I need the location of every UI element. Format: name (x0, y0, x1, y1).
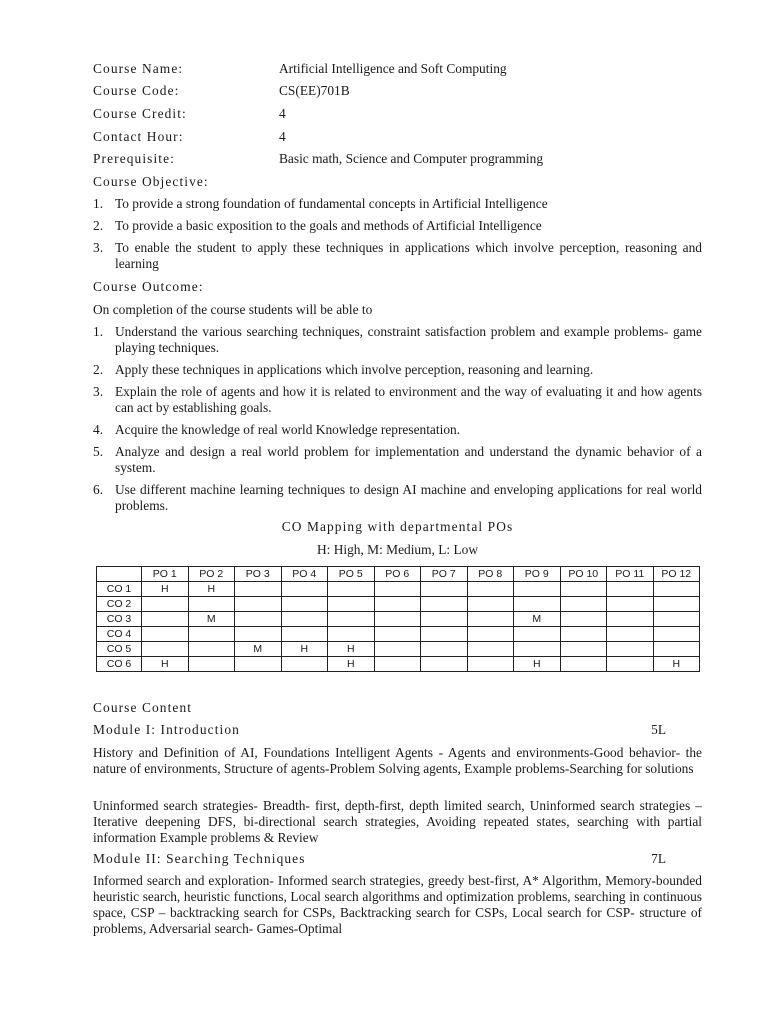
table-cell (467, 582, 514, 597)
table-cell: H (281, 642, 328, 657)
table-cell (421, 657, 468, 672)
table-cell (235, 612, 282, 627)
table-cell (514, 627, 561, 642)
table-cell (328, 627, 375, 642)
table-cell (560, 612, 607, 627)
table-cell (653, 627, 700, 642)
course-credit-label: Course Credit: (93, 106, 187, 121)
module-2-hours: 7L (651, 851, 666, 866)
column-header: PO 12 (653, 567, 700, 582)
prerequisite-label: Prerequisite: (93, 151, 175, 166)
outcome-list (93, 324, 702, 514)
column-header: PO 11 (607, 567, 654, 582)
column-header: PO 6 (374, 567, 421, 582)
table-cell (514, 642, 561, 657)
table-cell (328, 612, 375, 627)
table-cell (607, 642, 654, 657)
co-label-cell: CO 3 (97, 612, 142, 627)
table-cell: M (514, 612, 561, 627)
outcome-heading: Course Outcome: (93, 279, 204, 294)
course-code-value: CS(EE)701B (279, 83, 350, 98)
table-cell (142, 597, 189, 612)
course-code-row (93, 83, 702, 99)
content-heading: Course Content (93, 700, 193, 715)
co-po-mapping-table (96, 566, 700, 672)
list-item: 4. Acquire the knowledge of real world Knowledge representation. (93, 422, 461, 437)
co-label-cell: CO 1 (97, 582, 142, 597)
table-cell (188, 627, 235, 642)
prerequisite-row (93, 151, 702, 167)
list-item: 2. To provide a basic exposition to the goals and methods of Artificial Intelligence (93, 218, 542, 233)
module-2-paragraph-1: Informed search and exploration- Informed search strategies, greedy best-first, A* Algorithm, Memory-bounded heuristic search, heuristic functions, Local search algorithms and optimization problems, searching in continuous space, CSP – backtracking search for CSPs, Backtracking search for CSPs, Local search for CSP- structure of problems, Adversarial search- Games-Optimal (93, 873, 702, 936)
table-cell (607, 627, 654, 642)
table-cell: M (235, 642, 282, 657)
table-cell: H (188, 582, 235, 597)
table-cell (421, 612, 468, 627)
course-credit-row (93, 106, 702, 122)
module-1-paragraph-2: Uninformed search strategies- Breadth- first, depth-first, depth limited search, Uninformed search strategies –Iterative deepening DFS, bi-directional search strategies, Avoiding repeated states, searching with partial information Example problems & Review (93, 798, 702, 845)
table-cell (653, 582, 700, 597)
module-1-title: Module I: Introduction (93, 722, 240, 737)
table-cell (514, 582, 561, 597)
table-cell: H (328, 657, 375, 672)
prerequisite-value: Basic math, Science and Computer programming (279, 151, 544, 166)
table-cell: H (142, 582, 189, 597)
module-2-title: Module II: Searching Techniques (93, 851, 306, 866)
list-item: 1. Understand the various searching techniques, constraint satisfaction problem and example problems- game playing techniques. (93, 324, 702, 355)
column-header: PO 8 (467, 567, 514, 582)
table-cell (560, 657, 607, 672)
table-cell (142, 627, 189, 642)
contact-hour-row (93, 129, 702, 145)
table-cell (328, 597, 375, 612)
course-credit-value: 4 (279, 106, 286, 121)
table-cell: H (328, 642, 375, 657)
list-item: 5. Analyze and design a real world problem for implementation and understand the dynamic behavior of a system. (93, 444, 702, 475)
table-cell (374, 642, 421, 657)
table-cell (653, 597, 700, 612)
table-row (97, 627, 700, 642)
table-cell (514, 597, 561, 612)
table-cell (421, 627, 468, 642)
table-body (97, 582, 700, 672)
table-cell (607, 582, 654, 597)
table-cell (560, 582, 607, 597)
list-item: 3. Explain the role of agents and how it is related to environment and the way of evaluating it and how agents can act by establishing goals. (93, 384, 702, 415)
co-label-cell: CO 6 (97, 657, 142, 672)
table-cell (281, 612, 328, 627)
table-cell (188, 642, 235, 657)
table-cell (467, 597, 514, 612)
table-cell (235, 657, 282, 672)
table-cell (467, 627, 514, 642)
co-label-cell: CO 5 (97, 642, 142, 657)
table-cell: M (188, 612, 235, 627)
table-cell (142, 642, 189, 657)
column-header: PO 1 (142, 567, 189, 582)
list-item: 2. Apply these techniques in applications which involve perception, reasoning and learning. (93, 362, 594, 377)
course-name-label: Course Name: (93, 61, 184, 76)
course-code-label: Course Code: (93, 83, 180, 98)
table-cell (374, 597, 421, 612)
table-cell: H (142, 657, 189, 672)
table-corner-cell (97, 567, 142, 582)
co-label-cell: CO 4 (97, 627, 142, 642)
module-1-hours: 5L (651, 722, 666, 737)
table-row (97, 612, 700, 627)
objective-list (93, 196, 702, 272)
table-cell (467, 642, 514, 657)
table-cell (421, 582, 468, 597)
module-2-heading-row (93, 851, 702, 867)
table-cell (607, 612, 654, 627)
table-cell (142, 612, 189, 627)
module-1-paragraph-1: History and Definition of AI, Foundations Intelligent Agents - Agents and environments-Good behavior- the nature of environments, Structure of agents-Problem Solving agents, Example problems-Searching for solutions (93, 745, 702, 776)
table-cell (374, 612, 421, 627)
table-cell (328, 582, 375, 597)
table-cell (607, 657, 654, 672)
table-header-row (97, 567, 700, 582)
mapping-title: CO Mapping with departmental POs (281, 519, 514, 534)
course-name-row (93, 61, 702, 77)
list-item: 3. To enable the student to apply these techniques in applications which involve perception, reasoning and learning (93, 240, 702, 271)
table-cell (281, 627, 328, 642)
list-item: 1. To provide a strong foundation of fundamental concepts in Artificial Intelligence (93, 196, 548, 211)
list-item: 6. Use different machine learning techniques to design AI machine and enveloping applications for real world problems. (93, 482, 702, 513)
table-cell (560, 597, 607, 612)
column-header: PO 10 (560, 567, 607, 582)
column-header: PO 5 (328, 567, 375, 582)
outcome-intro: On completion of the course students will be able to (93, 302, 373, 317)
table-cell (653, 612, 700, 627)
column-header: PO 4 (281, 567, 328, 582)
table-cell (421, 642, 468, 657)
table-cell (235, 597, 282, 612)
table-cell: H (653, 657, 700, 672)
table-cell (560, 642, 607, 657)
table-row (97, 582, 700, 597)
table-cell (374, 582, 421, 597)
course-name-value: Artificial Intelligence and Soft Computing (279, 61, 507, 76)
table-cell (467, 612, 514, 627)
table-cell (281, 597, 328, 612)
mapping-legend: H: High, M: Medium, L: Low (316, 542, 479, 557)
table-cell: H (514, 657, 561, 672)
table-cell (235, 582, 282, 597)
objective-heading: Course Objective: (93, 174, 209, 189)
table-cell (374, 627, 421, 642)
table-cell (653, 642, 700, 657)
table-row (97, 642, 700, 657)
table-cell (188, 597, 235, 612)
table-row (97, 657, 700, 672)
co-label-cell: CO 2 (97, 597, 142, 612)
table-cell (560, 627, 607, 642)
column-header: PO 9 (514, 567, 561, 582)
contact-hour-value: 4 (279, 129, 286, 144)
column-header: PO 3 (235, 567, 282, 582)
table-cell (281, 582, 328, 597)
table-cell (188, 657, 235, 672)
table-row (97, 597, 700, 612)
module-1-heading-row (93, 722, 702, 738)
column-header: PO 2 (188, 567, 235, 582)
contact-hour-label: Contact Hour: (93, 129, 184, 144)
table-cell (281, 657, 328, 672)
table-cell (374, 657, 421, 672)
table-cell (467, 657, 514, 672)
column-header: PO 7 (421, 567, 468, 582)
table-cell (235, 627, 282, 642)
table-cell (607, 597, 654, 612)
table-cell (421, 597, 468, 612)
